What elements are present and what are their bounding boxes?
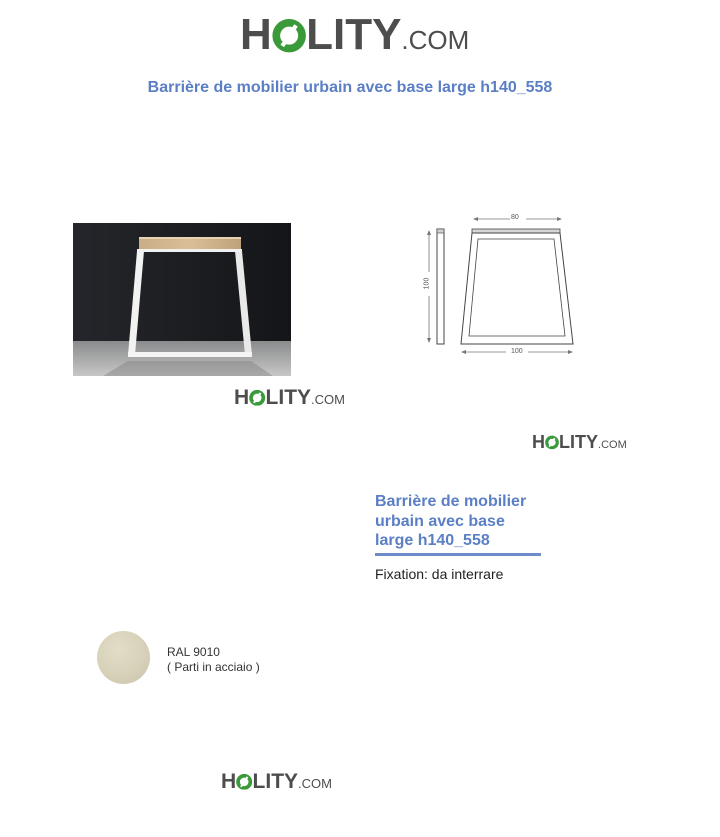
logo-ring-icon <box>545 434 559 448</box>
holity-logo: H LITY .COM <box>532 432 627 452</box>
logo-ring-icon <box>249 388 265 404</box>
holity-logo: H LITY .COM <box>240 10 470 59</box>
dimension-height: 100 <box>423 277 431 290</box>
product-title: Barrière de mobilier urbain avec base large h140_558 <box>375 493 527 549</box>
page-title: Barrière de mobilier urbain avec base large h140_558 <box>147 79 553 96</box>
holity-logo: H LITY .COM <box>221 770 332 793</box>
technical-drawing <box>418 210 588 360</box>
color-note: ( Parti in acciaio ) <box>167 660 260 674</box>
title-underline <box>375 553 541 556</box>
dimension-bottom-width: 100 <box>511 348 523 355</box>
logo-ring-icon <box>272 15 306 49</box>
color-swatch <box>97 631 150 684</box>
color-code: RAL 9010 <box>167 645 220 659</box>
holity-logo: H LITY .COM <box>234 386 345 409</box>
dimension-top-width: 80 <box>511 214 519 221</box>
logo-ring-icon <box>236 772 252 788</box>
product-photo <box>73 223 291 376</box>
fixation-text: Fixation: da interrare <box>375 566 504 582</box>
